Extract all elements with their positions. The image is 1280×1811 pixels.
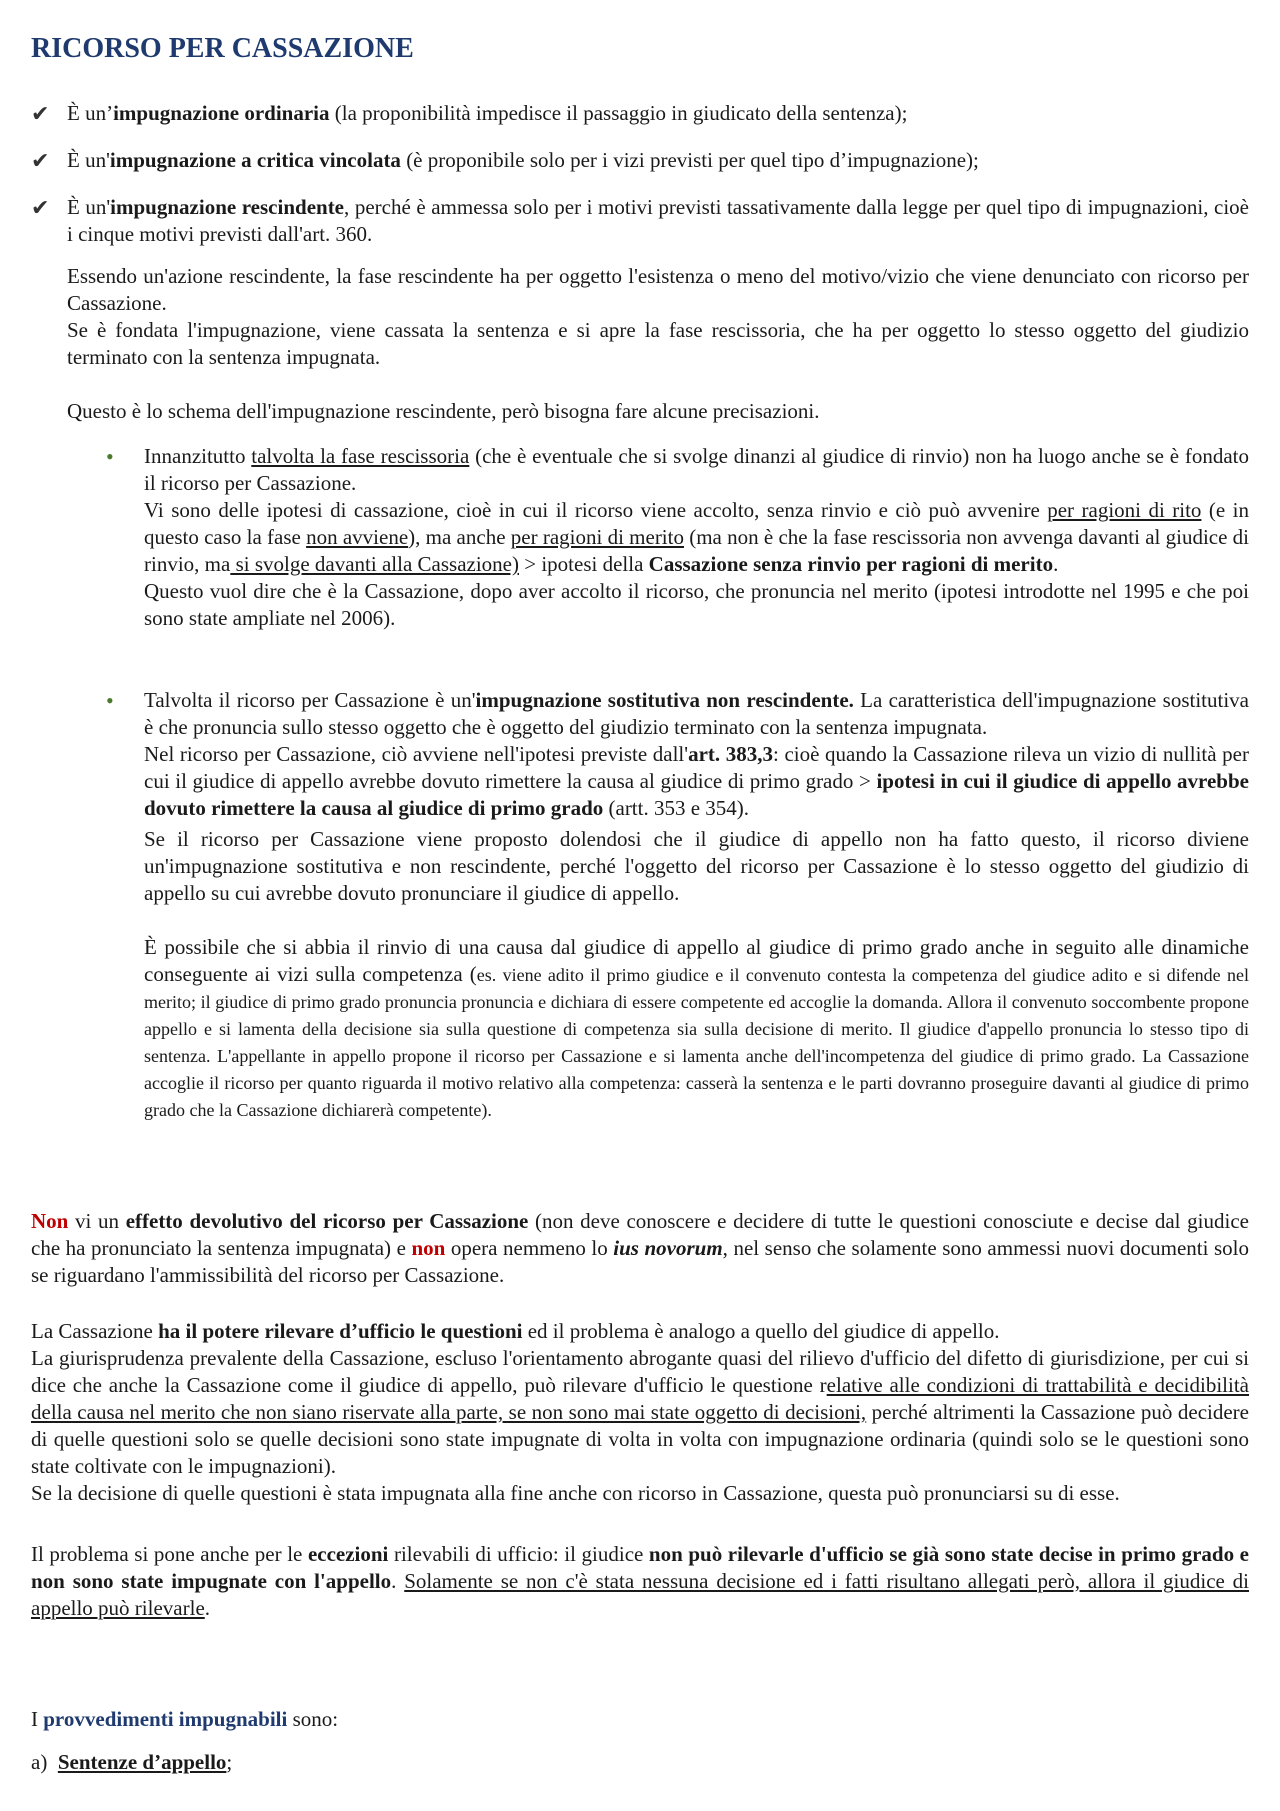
paragraph: La Cassazione ha il potere rilevare d’ufficio le questioni ed il problema è analogo a quello del giudice di appello. <box>31 1319 1000 1343</box>
paragraph: Se la decisione di quelle questioni è stata impugnata alla fine anche con ricorso in Cassazione, questa può pronunciarsi su di esse. <box>31 1481 1120 1505</box>
paragraph: La giurisprudenza prevalente della Cassazione, escluso l'orientamento abrogante quasi del rilievo d'ufficio del difetto di giurisdizione, per cui si dice che anche la Cassazione come il giudice di appello, può rilevare d'ufficio le questione relative alle condizioni di trattabilità e decidibilità della causa nel merito che non siano riservate alla parte, se non sono mai state oggetto di decisioni, perché altrimenti la Cassazione può decidere di quelle questioni solo se quelle decisioni sono state impugnate di volta in volta con impugnazione ordinaria (quindi solo se le questioni sono state coltivate con le impugnazioni). <box>31 1346 1250 1478</box>
check-item-text: È un’impugnazione ordinaria (la proponibilità impedisce il passaggio in giudicato della sentenza); <box>67 101 908 125</box>
bullet-icon: • <box>106 444 114 469</box>
list-marker: a) <box>31 1750 48 1774</box>
eccezioni-paragraph: Il problema si pone anche per le eccezioni rilevabili di ufficio: il giudice non può rilevarle d'ufficio se già sono state decise in primo grado e non sono state impugnate con l'appello. Solamente se non c'è stata nessuna decisione ed i fatti risultano allegati però, allora il giudice di appello può rilevarle. <box>31 1542 1250 1620</box>
provvedimenti-heading: I provvedimenti impugnabili sono: <box>31 1707 339 1731</box>
page-title: RICORSO PER CASSAZIONE <box>31 33 414 64</box>
paragraph: Essendo un'azione rescindente, la fase rescindente ha per oggetto l'esistenza o meno del motivo/vizio che viene denunciato con ricorso per Cassazione. <box>67 264 1249 315</box>
paragraph: Se è fondata l'impugnazione, viene cassata la sentenza e si apre la fase rescissoria, che ha per oggetto lo stesso oggetto del giudizio terminato con la sentenza impugnata. <box>67 318 1249 369</box>
bullet-icon: • <box>106 688 114 713</box>
check-item-text: È un'impugnazione rescindente, perché è ammessa solo per i motivi previsti tassativamente dalla legge per quel tipo di impugnazioni, cioè i cinque motivi previsti dall'art. 360. <box>67 195 1249 246</box>
paragraph: Vi sono delle ipotesi di cassazione, cioè in cui il ricorso viene accolto, senza rinvio e ciò può avvenire per ragioni di rito (e in questo caso la fase non avviene), ma anche per ragioni di merito (ma non è che la fase rescissoria non avvenga davanti al giudice di rinvio, ma si svolge davanti alla Cassazione) > ipotesi della Cassazione senza rinvio per ragioni di merito. <box>144 498 1250 576</box>
paragraph: Talvolta il ricorso per Cassazione è un'impugnazione sostitutiva non rescindente. La caratteristica dell'impugnazione sostitutiva è che pronuncia sullo stesso oggetto che è oggetto del giudizio terminato con la sentenza impugnata. <box>144 688 1249 739</box>
rescindente-section <box>67 263 1249 425</box>
list-item: a) Sentenze d’appello; <box>31 1750 233 1774</box>
check-item-text: È un'impugnazione a critica vincolata (è proponibile solo per i vizi previsti per quel tipo d’impugnazione); <box>67 148 979 172</box>
bullet-item-text <box>144 443 1249 632</box>
paragraph: Questo vuol dire che è la Cassazione, dopo aver accolto il ricorso, che pronuncia nel merito (ipotesi introdotte nel 1995 e che poi sono state ampliate nel 2006). <box>144 579 1249 630</box>
paragraph: È possibile che si abbia il rinvio di una causa dal giudice di appello al giudice di primo grado anche in seguito alle dinamiche conseguente ai vizi sulla competenza (es. viene adito il primo giudice e il convenuto contesta la competenza del giudice adito e si difende nel merito; il giudice di primo grado pronuncia pronuncia e dichiara di essere competente ed accoglie la domanda. Allora il convenuto soccombente propone appello e si lamenta della decisione sia sulla questione di competenza sia sulla decisione di merito. Il giudice d'appello pronuncia lo stesso tipo di sentenza. L'appellante in appello propone il ricorso per Cassazione e si lamenta anche dell'incompetenza del giudice di primo grado. La Cassazione accoglie il ricorso per quanto riguarda il motivo relativo alla competenza: casserà la sentenza e le parti dovranno proseguire davanti al giudice di primo grado che la Cassazione dichiarerà competente). <box>144 935 1249 1120</box>
list-item-label: Sentenze d’appello <box>57 1750 227 1774</box>
paragraph: Nel ricorso per Cassazione, ciò avviene nell'ipotesi previste dall'art. 383,3: cioè quando la Cassazione rileva un vizio di nullità per cui il giudice di appello avrebbe dovuto rimettere la causa al giudice di primo grado > ipotesi in cui il giudice di appello avrebbe dovuto rimettere la causa al giudice di primo grado (artt. 353 e 354). <box>144 742 1249 820</box>
bullet-item-text <box>144 687 1249 1123</box>
devolutivo-paragraph: Non vi un effetto devolutivo del ricorso per Cassazione (non deve conoscere e decidere di tutte le questioni conosciute e decise dal giudice che ha pronunciato la sentenza impugnata) e non opera nemmeno lo ius novorum, nel senso che solamente sono ammessi nuovi documenti solo se riguardano l'ammissibilità del ricorso per Cassazione. <box>31 1209 1250 1287</box>
checkmark-icon: ✔ <box>31 148 50 173</box>
checkmark-icon: ✔ <box>31 101 50 126</box>
ufficio-section <box>31 1318 1249 1507</box>
paragraph: Questo è lo schema dell'impugnazione rescindente, però bisogna fare alcune precisazioni. <box>67 399 820 423</box>
paragraph: Innanzitutto talvolta la fase rescissoria (che è eventuale che si svolge dinanzi al giudice di rinvio) non ha luogo anche se è fondato il ricorso per Cassazione. <box>144 444 1249 495</box>
checkmark-icon: ✔ <box>31 195 50 220</box>
paragraph: Se il ricorso per Cassazione viene proposto dolendosi che il giudice di appello non ha fatto questo, il ricorso diviene un'impugnazione sostitutiva e non rescindente, perché l'oggetto del ricorso per Cassazione è lo stesso oggetto del giudizio di appello su cui avrebbe dovuto pronunciare il giudice di appello. <box>144 827 1249 905</box>
